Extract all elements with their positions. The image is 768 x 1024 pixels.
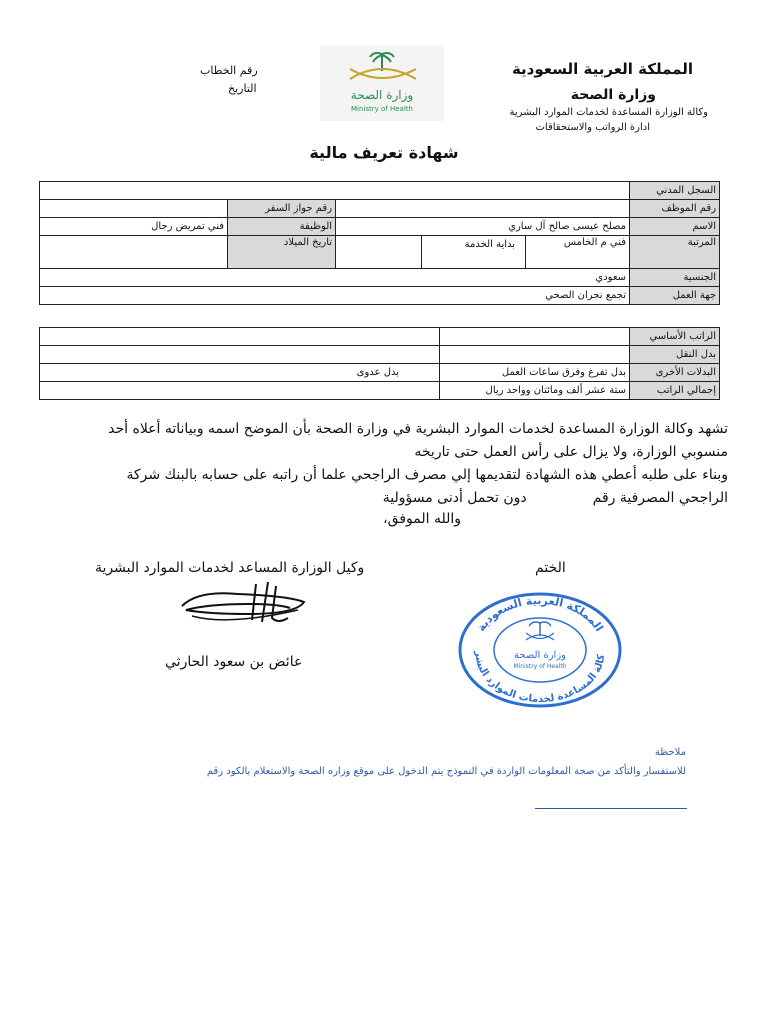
table-row <box>40 346 720 364</box>
table-row <box>40 364 720 382</box>
passport-value <box>40 200 228 218</box>
basic-salary-label: الراتب الأساسي <box>630 328 720 346</box>
seal-bottom-text: كالة المساعدة لخدمات الموارد البشر <box>472 650 608 706</box>
body-line-3: وبناء على طلبه أعطي هذه الشهادة لتقديمها إلي مصرف الراجحي علما أن راتبه على حسابه بالبنك شركة <box>126 467 728 483</box>
official-title: وكيل الوزارة المساعد لخدمات الموارد البشرية <box>95 560 365 576</box>
total-salary-extra <box>40 382 440 400</box>
table-row <box>40 236 720 269</box>
workplace-value: تجمع نجران الصحي <box>40 287 630 305</box>
table-row <box>40 200 720 218</box>
birth-date-value <box>40 236 228 269</box>
total-salary-value: ستة عشر ألف ومائتان وواحد ريال <box>440 382 630 400</box>
job-value: فني تمريض رجال <box>40 218 228 236</box>
seal-center-arabic: وزارة الصحة <box>514 650 566 661</box>
birth-date-label: تاريخ الميلاد <box>228 236 336 269</box>
letter-date-label: التاريخ <box>228 82 257 95</box>
certificate-body <box>38 418 728 510</box>
ministry-name: وزارة الصحة <box>570 87 656 103</box>
basic-salary-value <box>440 328 630 346</box>
rank-value: فني م الخامس <box>526 236 630 269</box>
official-seal <box>456 588 624 708</box>
employee-no-value <box>336 200 630 218</box>
logo-arabic-text: وزارة الصحة <box>350 88 414 102</box>
service-start-value <box>336 236 422 269</box>
employee-no-label: رقم الموظف <box>630 200 720 218</box>
logo-english-text: Ministry of Health <box>351 105 413 113</box>
department-name: ادارة الرواتب والاستحقاقات <box>535 122 650 133</box>
service-start-label: بداية الخدمة <box>422 236 526 269</box>
nationality-label: الجنسية <box>630 269 720 287</box>
body-line-4 <box>38 487 728 510</box>
workplace-label: جهة العمل <box>630 287 720 305</box>
seal-top-text: المملكة العربية السعودية <box>474 593 606 634</box>
table-row <box>40 269 720 287</box>
salary-table <box>39 327 720 400</box>
table-row <box>40 182 720 200</box>
note-text: للاستفسار والتأكد من صحة المعلومات الواردة في النموذج يتم الدخول على موقع وزاره الصحة والاستعلام بالكود رقم <box>206 766 686 777</box>
other-allowance-2: بدل عدوى <box>40 364 440 382</box>
other-allowance-1: بدل تفرغ وفرق ساعات العمل <box>440 364 630 382</box>
name-value: مصلح عيسى صالح آل ساري <box>336 218 630 236</box>
kingdom-name: المملكة العربية السعودية <box>511 60 693 78</box>
verification-code-line <box>535 808 687 809</box>
other-allowances-label: البدلات الأخرى <box>630 364 720 382</box>
transport-label: بدل النقل <box>630 346 720 364</box>
transport-value <box>440 346 630 364</box>
transport-extra <box>40 346 440 364</box>
total-salary-label: إجمالي الراتب <box>630 382 720 400</box>
job-label: الوظيفة <box>228 218 336 236</box>
civil-record-value <box>40 182 630 200</box>
table-row <box>40 287 720 305</box>
palm-icon <box>526 622 554 640</box>
basic-salary-extra <box>40 328 440 346</box>
closing-text: والله الموفق، <box>383 511 461 527</box>
seal-label: الختم <box>535 560 566 576</box>
official-name: عائض بن سعود الحارثي <box>165 654 303 670</box>
body-line-4a: الراجحي المصرفية رقم <box>592 490 728 506</box>
table-row <box>40 382 720 400</box>
rank-label: المرتبة <box>630 236 720 269</box>
table-row <box>40 218 720 236</box>
civil-record-label: السجل المدني <box>630 182 720 200</box>
note-label: ملاحظة <box>654 747 686 758</box>
nationality-value: سعودي <box>40 269 630 287</box>
employee-info-table <box>39 181 720 305</box>
table-row <box>40 328 720 346</box>
name-label: الاسم <box>630 218 720 236</box>
ministry-logo <box>320 45 444 121</box>
handwritten-signature <box>178 580 310 630</box>
body-line-2: منسوبي الوزارة، ولا يزال على رأس العمل حتى تاريخه <box>414 444 728 460</box>
seal-center-english: Ministry of Health <box>513 663 567 670</box>
letter-number-label: رقم الخطاب <box>200 64 258 77</box>
passport-label: رقم جواز السفر <box>228 200 336 218</box>
body-line-1: تشهد وكالة الوزارة المساعدة لخدمات الموارد البشرية في وزارة الصحة بأن الموضح اسمه وبياناته أعلاه أحد <box>108 421 728 437</box>
agency-name: وكالة الوزارة المساعدة لخدمات الموارد البشرية <box>509 107 708 118</box>
body-line-4b: دون تحمل أدنى مسؤولية <box>382 490 527 506</box>
certificate-title: شهادة تعريف مالية <box>309 143 459 162</box>
